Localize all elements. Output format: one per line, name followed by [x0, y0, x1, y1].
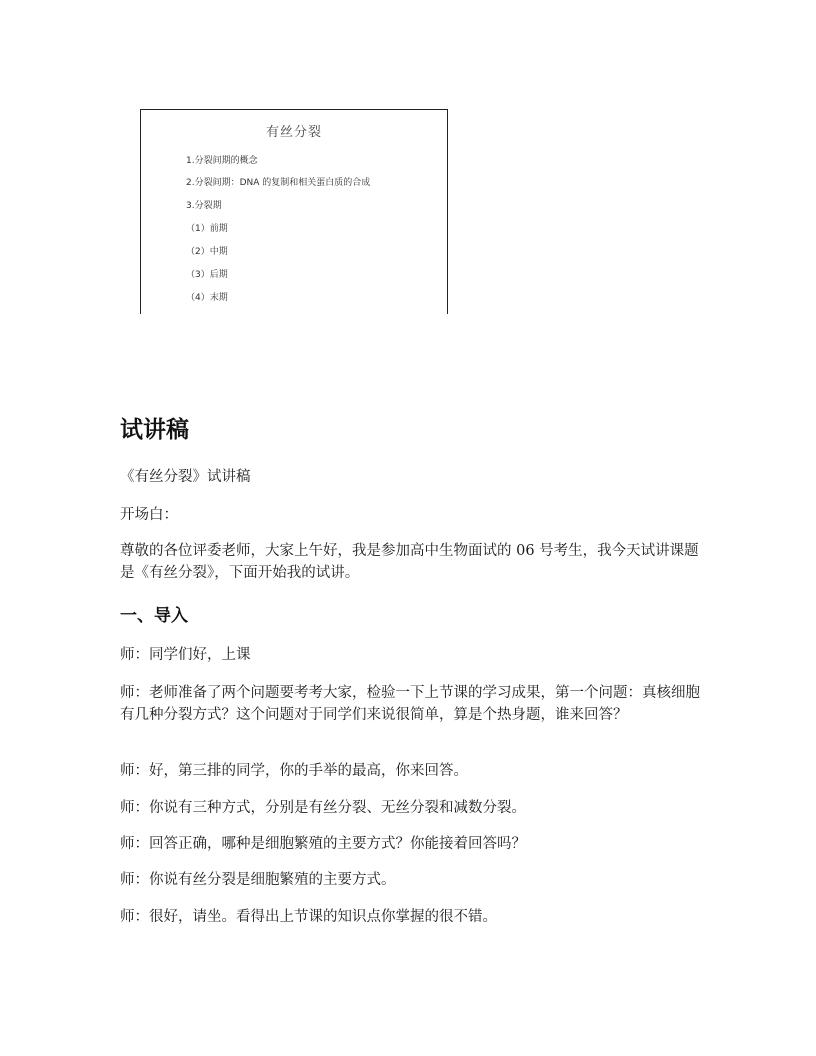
dialogue-paragraph: 师：很好，请坐。看得出上节课的知识点你掌握的很不错。 [120, 909, 497, 925]
dialogue-paragraph: 师：好，第三排的同学，你的手举的最高，你来回答。 [120, 763, 468, 779]
board-line: 2.分裂间期：DNA 的复制和相关蛋白质的合成 [186, 178, 371, 188]
board-writing-image [140, 109, 448, 314]
board-line: （3）后期 [186, 270, 228, 280]
dialogue-paragraph: 师：同学们好，上课 [120, 647, 251, 663]
board-line: （2）中期 [186, 247, 228, 257]
board-line: （1）前期 [186, 224, 228, 234]
opening-text: 尊敬的各位评委老师，大家上午好，我是参加高中生物面试的 06 号考生，我今天试讲课题是《有丝分裂》，下面开始我的试讲。 [120, 543, 699, 581]
dialogue-paragraph: 师：你说有三种方式，分别是有丝分裂、无丝分裂和减数分裂。 [120, 800, 526, 816]
dialogue-paragraph: 师：你说有丝分裂是细胞繁殖的主要方式。 [120, 872, 396, 888]
board-line: 3.分裂期 [186, 201, 222, 211]
dialogue-paragraph: 师：老师准备了两个问题要考考大家，检验一下上节课的学习成果，第一个问题：真核细胞有几种分裂方式？这个问题对于同学们来说很简单，算是个热身题，谁来回答？ [120, 685, 700, 723]
document-subtitle: 《有丝分裂》试讲稿 [120, 469, 251, 485]
opening-label: 开场白： [120, 507, 178, 523]
document-heading: 试讲稿 [120, 417, 189, 443]
dialogue-paragraph: 师：回答正确，哪种是细胞繁殖的主要方式？你能接着回答吗？ [120, 836, 526, 852]
section-heading-intro: 一、导入 [120, 606, 188, 626]
board-line: 1.分裂间期的概念 [186, 156, 258, 166]
board-line: （4）末期 [186, 293, 228, 303]
board-title: 有丝分裂 [265, 125, 322, 140]
